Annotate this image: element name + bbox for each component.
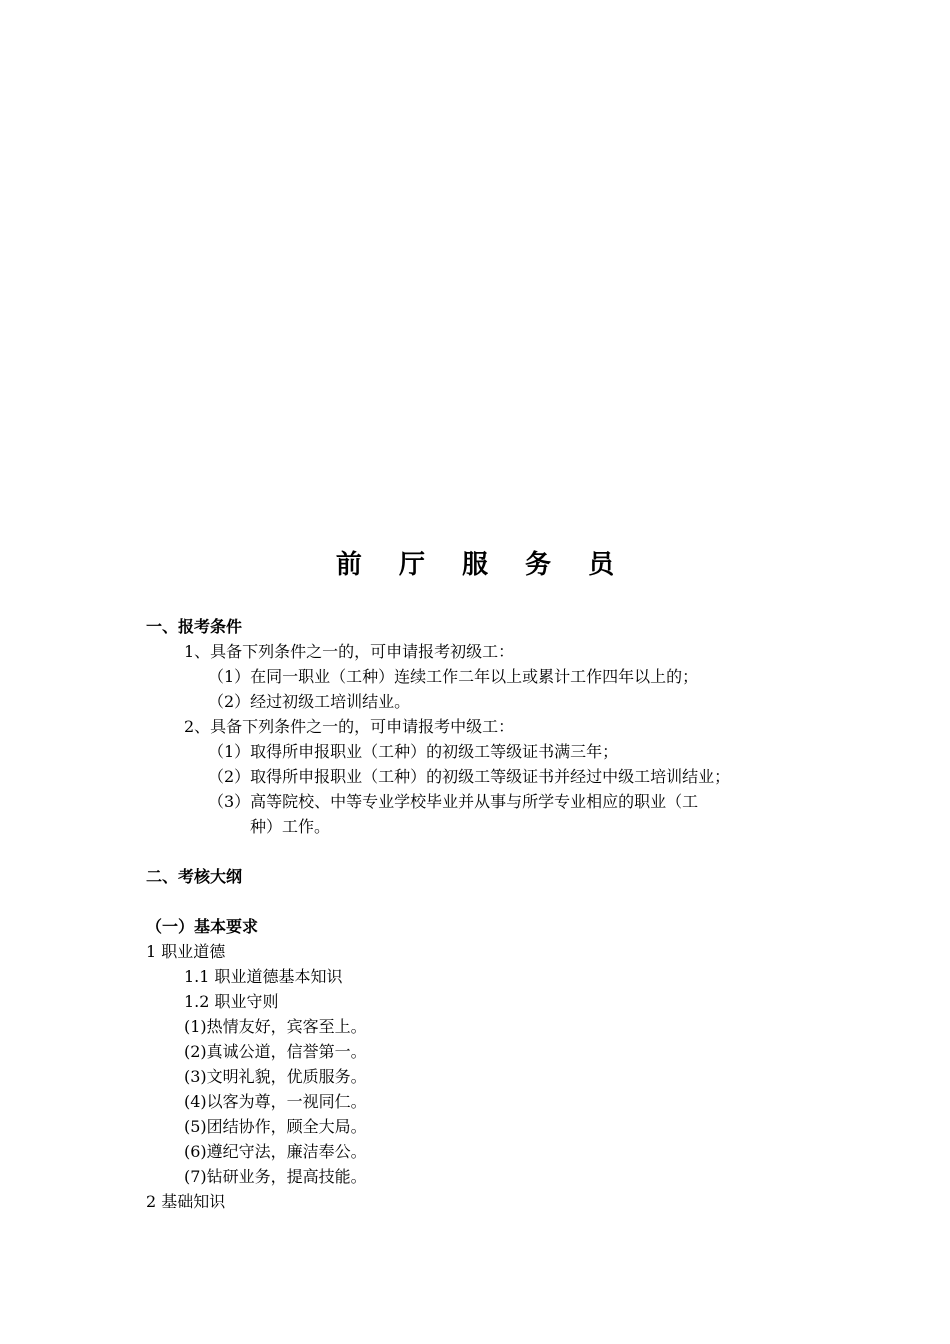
rule-item: (2)真诚公道，信誉第一。 <box>184 1042 367 1061</box>
condition-subitem: （2）取得所申报职业（工种）的初级工等级证书并经过中级工培训结业； <box>208 767 731 786</box>
list-item-ethics-knowledge: 1.1 职业道德基本知识 <box>184 967 343 986</box>
condition-subitem-continued: 种）工作。 <box>250 817 331 836</box>
section-heading-exam-conditions: 一、报考条件 <box>146 617 243 636</box>
list-item-ethics-rules: 1.2 职业守则 <box>184 992 279 1011</box>
condition-item-junior: 1、具备下列条件之一的，可申请报考初级工： <box>184 642 515 661</box>
condition-subitem: （1）在同一职业（工种）连续工作二年以上或累计工作四年以上的； <box>208 667 699 686</box>
condition-item-intermediate: 2、具备下列条件之一的，可申请报考中级工： <box>184 717 515 736</box>
rule-item: (5)团结协作，顾全大局。 <box>184 1117 367 1136</box>
condition-subitem: （1）取得所申报职业（工种）的初级工等级证书满三年； <box>208 742 619 761</box>
rule-item: (1)热情友好，宾客至上。 <box>184 1017 367 1036</box>
list-item-basic-knowledge: 2 基础知识 <box>146 1192 226 1211</box>
subsection-heading-basic-requirements: （一）基本要求 <box>146 917 259 936</box>
section-heading-outline: 二、考核大纲 <box>146 867 243 886</box>
condition-subitem: （3）高等院校、中等专业学校毕业并从事与所学专业相应的职业（工 <box>208 792 699 811</box>
page-title: 前 厅 服 务 员 <box>335 550 629 580</box>
rule-item: (4)以客为尊，一视同仁。 <box>184 1092 367 1111</box>
rule-item: (6)遵纪守法，廉洁奉公。 <box>184 1142 367 1161</box>
condition-subitem: （2）经过初级工培训结业。 <box>208 692 411 711</box>
rule-item: (3)文明礼貌，优质服务。 <box>184 1067 367 1086</box>
list-item-ethics: 1 职业道德 <box>146 942 226 961</box>
rule-item: (7)钻研业务，提高技能。 <box>184 1167 367 1186</box>
